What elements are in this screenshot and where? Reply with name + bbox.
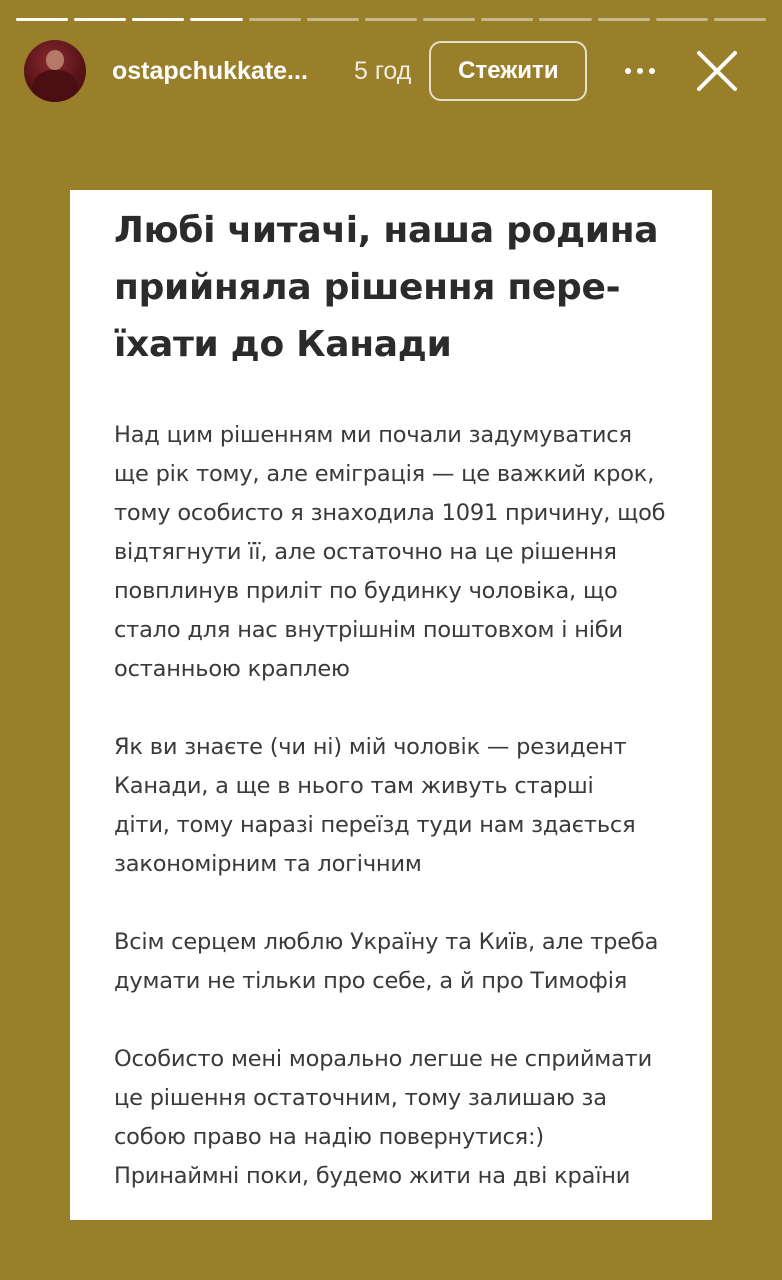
progress-segment [16, 18, 68, 21]
progress-segment [307, 18, 359, 21]
card-paragraph-1: Над цим рішенням ми почали задумуватися ще рік тому, але еміграція — це важкий крок, тому особисто я знаходила 1091 причину, щоб відтягнути її, але остаточно на це рішення повплинув приліт по будинку чоловіка, що стало для нас внутрішнім поштовхом і ніби останньою краплею [114, 422, 666, 682]
progress-segment [481, 18, 533, 21]
progress-segment [598, 18, 650, 21]
story-header [24, 38, 768, 104]
username[interactable]: ostapchukkate... [112, 56, 308, 85]
post-time: 5 год [354, 56, 412, 85]
close-icon[interactable] [695, 49, 739, 93]
progress-segment [539, 18, 591, 21]
card-paragraph-4: Особисто мені морально легше не сприймати це рішення остаточним, тому залишаю за собою право на надію повернутися:) Принаймні поки, будемо жити на дві країни [114, 1046, 652, 1189]
progress-segment [249, 18, 301, 21]
progress-segment [714, 18, 766, 21]
card-title: Любі читачі, наша родина прийняла рішення пере- їхати до Канади [114, 210, 659, 365]
text-card [70, 190, 712, 1220]
follow-button[interactable]: Стежити [429, 41, 587, 101]
card-paragraph-3: Всім серцем люблю Україну та Київ, але треба думати не тільки про себе, а й про Тимофія [114, 929, 659, 994]
story-progress-bar [16, 18, 766, 21]
progress-segment [365, 18, 417, 21]
more-horizontal-icon[interactable] [625, 51, 655, 91]
progress-segment [656, 18, 708, 21]
avatar[interactable] [24, 40, 86, 102]
progress-segment [423, 18, 475, 21]
progress-segment [74, 18, 126, 21]
progress-segment [132, 18, 184, 21]
card-paragraph-2: Як ви знаєте (чи ні) мій чоловік — резидент Канади, а ще в нього там живуть старші діти, тому наразі переїзд туди нам здається закономірним та логічним [114, 734, 636, 877]
progress-segment [190, 18, 242, 21]
